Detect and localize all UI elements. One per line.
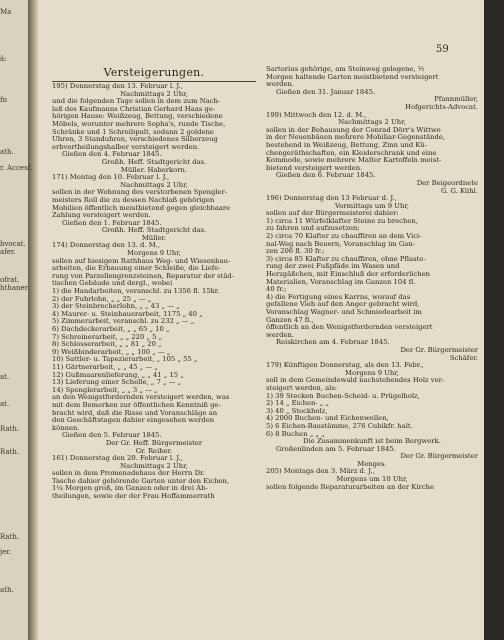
text-line: chengeräthschaften, ein Kleiderschrank und eine — [266, 149, 437, 157]
text-line: Der Gr. Bürgermeister — [400, 346, 478, 354]
text-line: Nachmittags 2 Uhr, — [338, 119, 406, 127]
text-line: Nachmittags 2 Uhr, — [120, 90, 188, 98]
text-line: rung der zwei Fußpfäde im Wasen und — [266, 263, 400, 271]
text-line: Der Gr. Bürgermeister — [400, 453, 478, 461]
text-line: Großh. Heff. Stadtgericht das. — [101, 158, 207, 166]
left-column — [52, 66, 256, 501]
text-line: Großh. Heff. Stadtgericht das. — [101, 227, 207, 235]
text-line: sollen in der Wohnung des verstorbenen Spengler- — [52, 189, 228, 197]
text-line: 195) Donnerstag den 13. Februar l. J., — [52, 83, 183, 90]
text-line: Pfannmüller, — [434, 96, 478, 104]
text-line: Vormittags um 9 Uhr, — [335, 202, 409, 210]
book-gutter — [28, 0, 38, 640]
text-line: 199) Mittwoch den 12. d. M., — [266, 111, 367, 119]
text-line: rung von Parzellengrenzsteinen, Reparatur der städ- — [52, 272, 235, 280]
text-line: 3) circa 85 Klafter zu chauffiren, ohne Pflaste- — [266, 255, 426, 263]
margin-fragment: ä: — [0, 55, 7, 63]
text-line: 14) Spenglerarbeit, „ „ 3 „ — „ — [52, 386, 158, 394]
text-line: sollen auf der Bürgermeisterei dahier: — [266, 210, 399, 218]
text-line: Kommode, sowie mehrere Malter Kartoffeln meist- — [266, 157, 442, 165]
text-line: Herzgäßchen, mit Einschluß der erforderlichen — [266, 271, 431, 279]
text-line: Zahlung versteigert werden. — [52, 212, 151, 220]
text-line: Möbels, worunter mehrere Sopha's, runde Tische, — [52, 120, 226, 128]
margin-fragment: ath. — [0, 148, 14, 156]
text-line: 7) Schreinerarbeit, „ „ 220 „ 5 „ — [52, 333, 163, 341]
text-line: 8) Schlosserarbeit, „ „ 81 „ 20 „ — [52, 341, 162, 349]
text-line: 196) Donnerstag den 13 Februar d. J., — [266, 195, 397, 203]
margin-fragment: at. — [0, 373, 10, 381]
text-line: bietend versteigert werden. — [266, 164, 363, 172]
margin-fragment: Ma — [0, 8, 12, 16]
text-line: tischen Gebäude und dergl., wobei — [52, 280, 173, 288]
heading-rule — [52, 81, 256, 82]
text-line: 179) Künftigen Donnerstag, als den 13. Febr., — [266, 362, 424, 370]
text-line: erbvertheilungshalber versteigert werden. — [52, 143, 200, 151]
text-line: 2) 14 „ Eichen- „ „ — [266, 400, 330, 408]
text-line: 5) Zimmerarbeit, veranschl. zu 232 „ — „ — [52, 318, 195, 326]
text-line: 1) 39 Stecken Buchen-Scheid- u. Prügelholz, — [266, 392, 420, 400]
text-line: sollen in der Behausung der Conrad Dörr's Wittwe — [266, 126, 441, 134]
text-line: mit dem Bemerken zur öffentlichen Kenntniß ge- — [52, 401, 221, 409]
text-line: 4) Maurer- u. Steinhauerarbeit, 1175 „ 40 „ — [52, 310, 203, 318]
margin-fragment: r. Accesf. — [0, 164, 33, 172]
text-line: Materialien, Voranschlag im Ganzen 104 fl. — [266, 278, 416, 286]
text-line: sollen auf hiesigem Rathhaus Weg- und Wiesenbau- — [52, 257, 231, 265]
text-line: G. G. Kühl. — [440, 187, 478, 195]
text-line: 13) Lieferung einer Schelle, „ 7 „ — „ — [52, 379, 182, 387]
text-line: Morgens 9 Uhr, — [127, 250, 181, 258]
text-line: Hofgerichts-Advocat. — [405, 103, 478, 111]
text-line: Gießen den 6. Februar 1845. — [276, 172, 376, 180]
margin-fragment: ofrat. — [0, 276, 20, 284]
text-line: 174) Donnerstag den 13. d. M., — [52, 242, 160, 250]
margin-fragment: ath. — [0, 586, 14, 594]
margin-fragment: afer. — [0, 248, 16, 256]
text-line: 3) der Steinbrecherlohn, „ „ 43 „ — „ — [52, 303, 180, 311]
text-line: soll in dem Gemeindewald nachstehendes Holz ver- — [266, 377, 445, 385]
text-line: 10) Sattler- u. Tapezierarbeit, „ 105 „ 55 „ — [52, 356, 198, 364]
text-line: 1) die Handarbeiten, veranschl. zu 1356 fl. 15kr. — [52, 288, 220, 296]
text-line: 1) circa 11 Würfelklafter Steine zu brechen, — [266, 217, 418, 225]
text-line: nal-Weg nach Beuern, Voranschlag im Gan- — [266, 240, 416, 248]
text-line: Gießen den 31. Januar 1845. — [276, 88, 376, 96]
text-line: 171) Montag den 10. Februar l. J., — [52, 174, 170, 182]
section-heading: Versteigerungen. — [103, 66, 205, 79]
text-line: steigert werden, als: — [266, 384, 338, 392]
text-line: Sartorius gehörige, am Steinweg gelegene, ½ — [266, 66, 425, 73]
text-line: Menges. — [357, 460, 387, 468]
margin-fragment: bvocat. — [0, 240, 26, 248]
text-line: 6) Dachdeckerarbeit, „ „ 65 „ 10 „ — [52, 326, 170, 333]
text-line: 1¼ Morgen groß, im Ganzen oder in drei Ab- — [52, 485, 208, 493]
text-line: 6) 8 Buchen „ „ „ — [266, 430, 325, 438]
text-line: Nachmittags 2 Uhr, — [120, 181, 188, 189]
text-line: Voranschlag Wagner- und Schmiedearbeit im — [266, 309, 422, 316]
text-line: 9) Weißbinderarbeit, „ „ 100 „ — „ — [52, 348, 171, 356]
text-line: 11) Gärtnerarbeit, „ „ 45 „ — „ — [52, 363, 158, 371]
margin-fragment: Rath. — [0, 448, 20, 456]
text-line: Uhren, 3 Standuhren, verschiedenes Silberzeug — [52, 136, 218, 144]
text-line: meisters Roll die zu dessen Nachlaß gehörigen — [52, 196, 215, 204]
text-line: Schränke und 1 Schreibpult, sodann 2 goldene — [52, 128, 214, 136]
text-line: 40 fr.; — [266, 286, 287, 294]
text-line: 5) 6 Eichen-Baustämme, 276 Cubikfr. halt. — [266, 422, 413, 430]
text-line: Gr. Reiber. — [135, 447, 173, 455]
text-line: können. — [52, 424, 80, 432]
text-line: Müller. Haberkorn. — [120, 166, 188, 174]
text-line: bracht wird, daß die Risse und Voranschläge an — [52, 409, 218, 417]
text-line: den Geschäftstagen dahier eingesehen werden — [52, 417, 215, 425]
text-line: Morgens 9 Uhr, — [345, 369, 399, 377]
text-line: werden. — [266, 331, 295, 339]
text-line: bestehend in Weißzeug, Bettung, Zinn und Kü- — [266, 141, 428, 149]
background-edge — [484, 0, 504, 640]
text-line: Morgens um 10 Uhr, — [336, 476, 408, 484]
text-line: Schäfer. — [449, 354, 478, 362]
text-line: werden. — [266, 81, 295, 89]
text-line: theilungen, sowie der der Frau Hoffammerrath — [52, 493, 215, 501]
text-line: an den Wenigstfordernden versteigert werden, was — [52, 394, 230, 402]
margin-fragment: jer. — [0, 548, 12, 556]
margin-fragment: Rath. — [0, 533, 20, 541]
text-line: Gießen den 1. Februar 1845. — [62, 219, 162, 227]
margin-fragment: fn — [0, 96, 8, 104]
text-line: Gießen den 4. Februar 1845. — [62, 151, 162, 159]
text-line: und die folgenden Tage sollen in dem zum Nach- — [52, 98, 221, 106]
text-line: in der Neuenbäuen mehrere Mobiliar-Gegenstände, — [266, 134, 446, 142]
text-line: Nachmittags 2 Uhr, — [120, 462, 188, 470]
text-line: Morgen haltende Garten meistbietend versteigert — [266, 73, 439, 81]
text-line: Der Beigeordnete — [416, 179, 478, 187]
text-line: Die Zusammenkunft ist beim Bergwerk. — [303, 438, 441, 446]
text-line: gefallene Vieh auf den Anger gebracht wird, — [266, 301, 420, 309]
text-line: Mobilien öffentlich meistbietend gegen gleichbaare — [52, 204, 231, 212]
text-line: 2) circa 70 Klafter zu chauffiren an dem Vici- — [266, 233, 422, 241]
text-line: laß des Kaufmanns Christian Gerhard Haas ge- — [52, 105, 216, 113]
margin-fragment: Rath. — [0, 425, 20, 433]
right-column — [266, 66, 478, 491]
margin-fragment: at. — [0, 400, 10, 408]
margin-fragment: hthaner. — [0, 284, 30, 292]
text-line: zen 206 fl. 30 fr.; — [266, 248, 325, 256]
text-line: Ganzen 47 fl., — [266, 316, 314, 324]
text-line: Gießen den 5. Februar 1845. — [62, 432, 162, 440]
text-line: Reiskirchen am 4. Februar 1845. — [276, 339, 390, 347]
text-line: sollen folgende Reparaturarbeiten an der Kirche — [266, 483, 434, 491]
text-line: 3) 40 „ Stockholz, — [266, 407, 328, 415]
text-line: hörigen Hause: Weißzeug, Bettung, verschiedene — [52, 113, 223, 121]
text-line: 4) die Fertigung eines Karrns, worauf das — [266, 293, 411, 301]
text-line: 161) Donnerstag den 20. Februar l. J., — [52, 455, 183, 463]
text-line: Der Gr. Heff. Bürgermeister — [105, 439, 203, 447]
text-line: 12) Gußmaarenlieferung, „ „ 41 „ 15 „ — [52, 371, 184, 379]
text-line: 205) Montags den 3. März d. J., — [266, 468, 375, 476]
text-line: sollen in dem Promenadehaus der Herrn Dr. — [52, 470, 205, 478]
page-number: 59 — [436, 44, 449, 55]
text-line: Müller. — [141, 234, 167, 242]
text-line: 2) der Fuhrlohn, „ „ 25 „ — „ — [52, 295, 152, 303]
text-line: öffentlich an den Wenigstfordernden versteigert — [266, 324, 433, 332]
text-line: Großenlinden am 5. Februar 1845. — [276, 445, 396, 453]
text-line: 4) 2000 Buchen- und Eichenwellen, — [266, 415, 389, 423]
text-line: Tasche dahier gehörende Garten unter den Eichen, — [52, 477, 230, 485]
text-line: arbeiten, die Erbauung einer Schleiße, die Liefe- — [52, 265, 221, 273]
text-line: zu fahren und aufzusetzen; — [266, 225, 360, 233]
